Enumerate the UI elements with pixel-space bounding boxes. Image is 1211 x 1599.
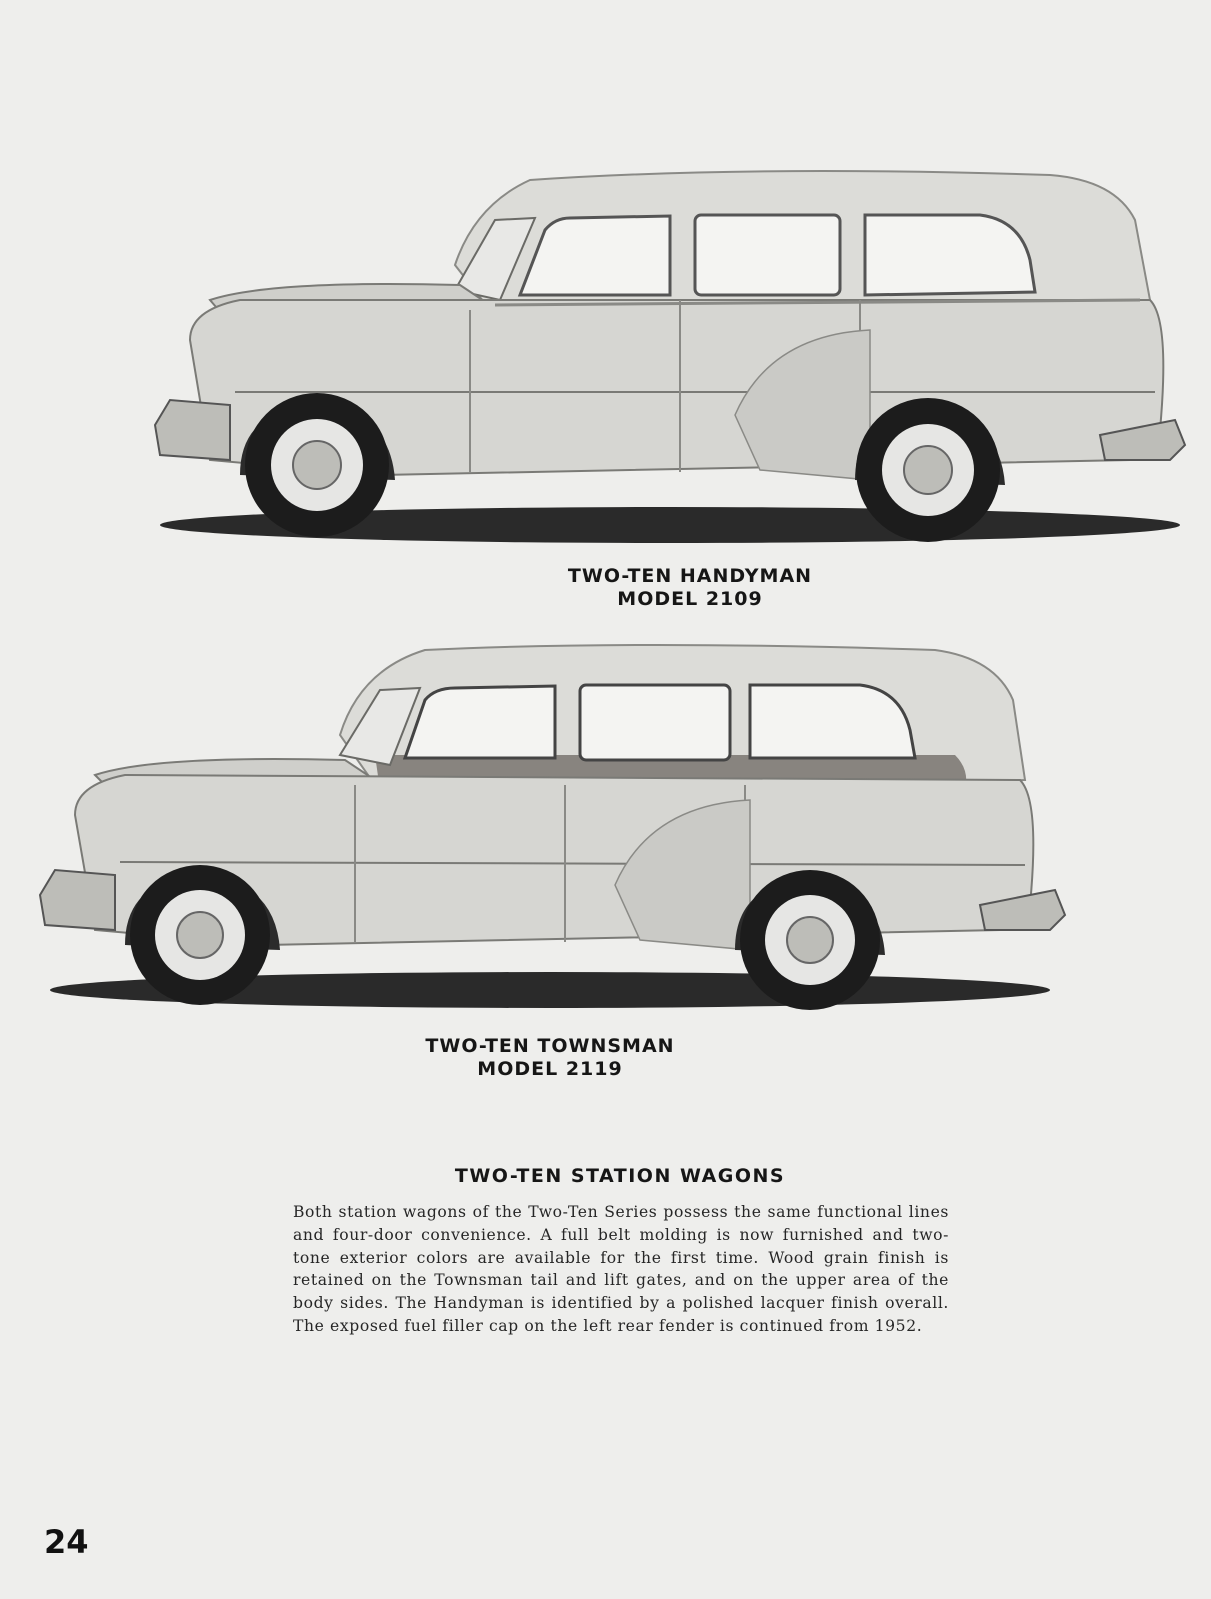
page-number: 24 bbox=[44, 1523, 89, 1561]
handyman-photo bbox=[150, 160, 1210, 560]
townsman-model: MODEL 2119 bbox=[477, 1058, 623, 1080]
townsman-caption bbox=[400, 1035, 700, 1081]
townsman-photo bbox=[35, 640, 1095, 1030]
handyman-caption bbox=[540, 565, 840, 611]
townsman-name: TWO-TEN TOWNSMAN bbox=[425, 1035, 675, 1057]
handyman-name: TWO-TEN HANDYMAN bbox=[567, 565, 813, 587]
section-title: TWO-TEN STATION WAGONS bbox=[454, 1165, 786, 1187]
section-body: Both station wagons of the Two-Ten Series possess the same functional lines and four-door convenience. A full belt molding is now furnished and two-tone exterior colors are available for the first time. Wood grain finish is retained on the Townsman tail and lift gates, and on the upper area of the body sides. The Handyman is identified by a polished lacquer finish overall. The exposed fuel filler cap on the left rear fender is continued from 1952. bbox=[293, 1203, 949, 1335]
handyman-model: MODEL 2109 bbox=[617, 588, 763, 610]
